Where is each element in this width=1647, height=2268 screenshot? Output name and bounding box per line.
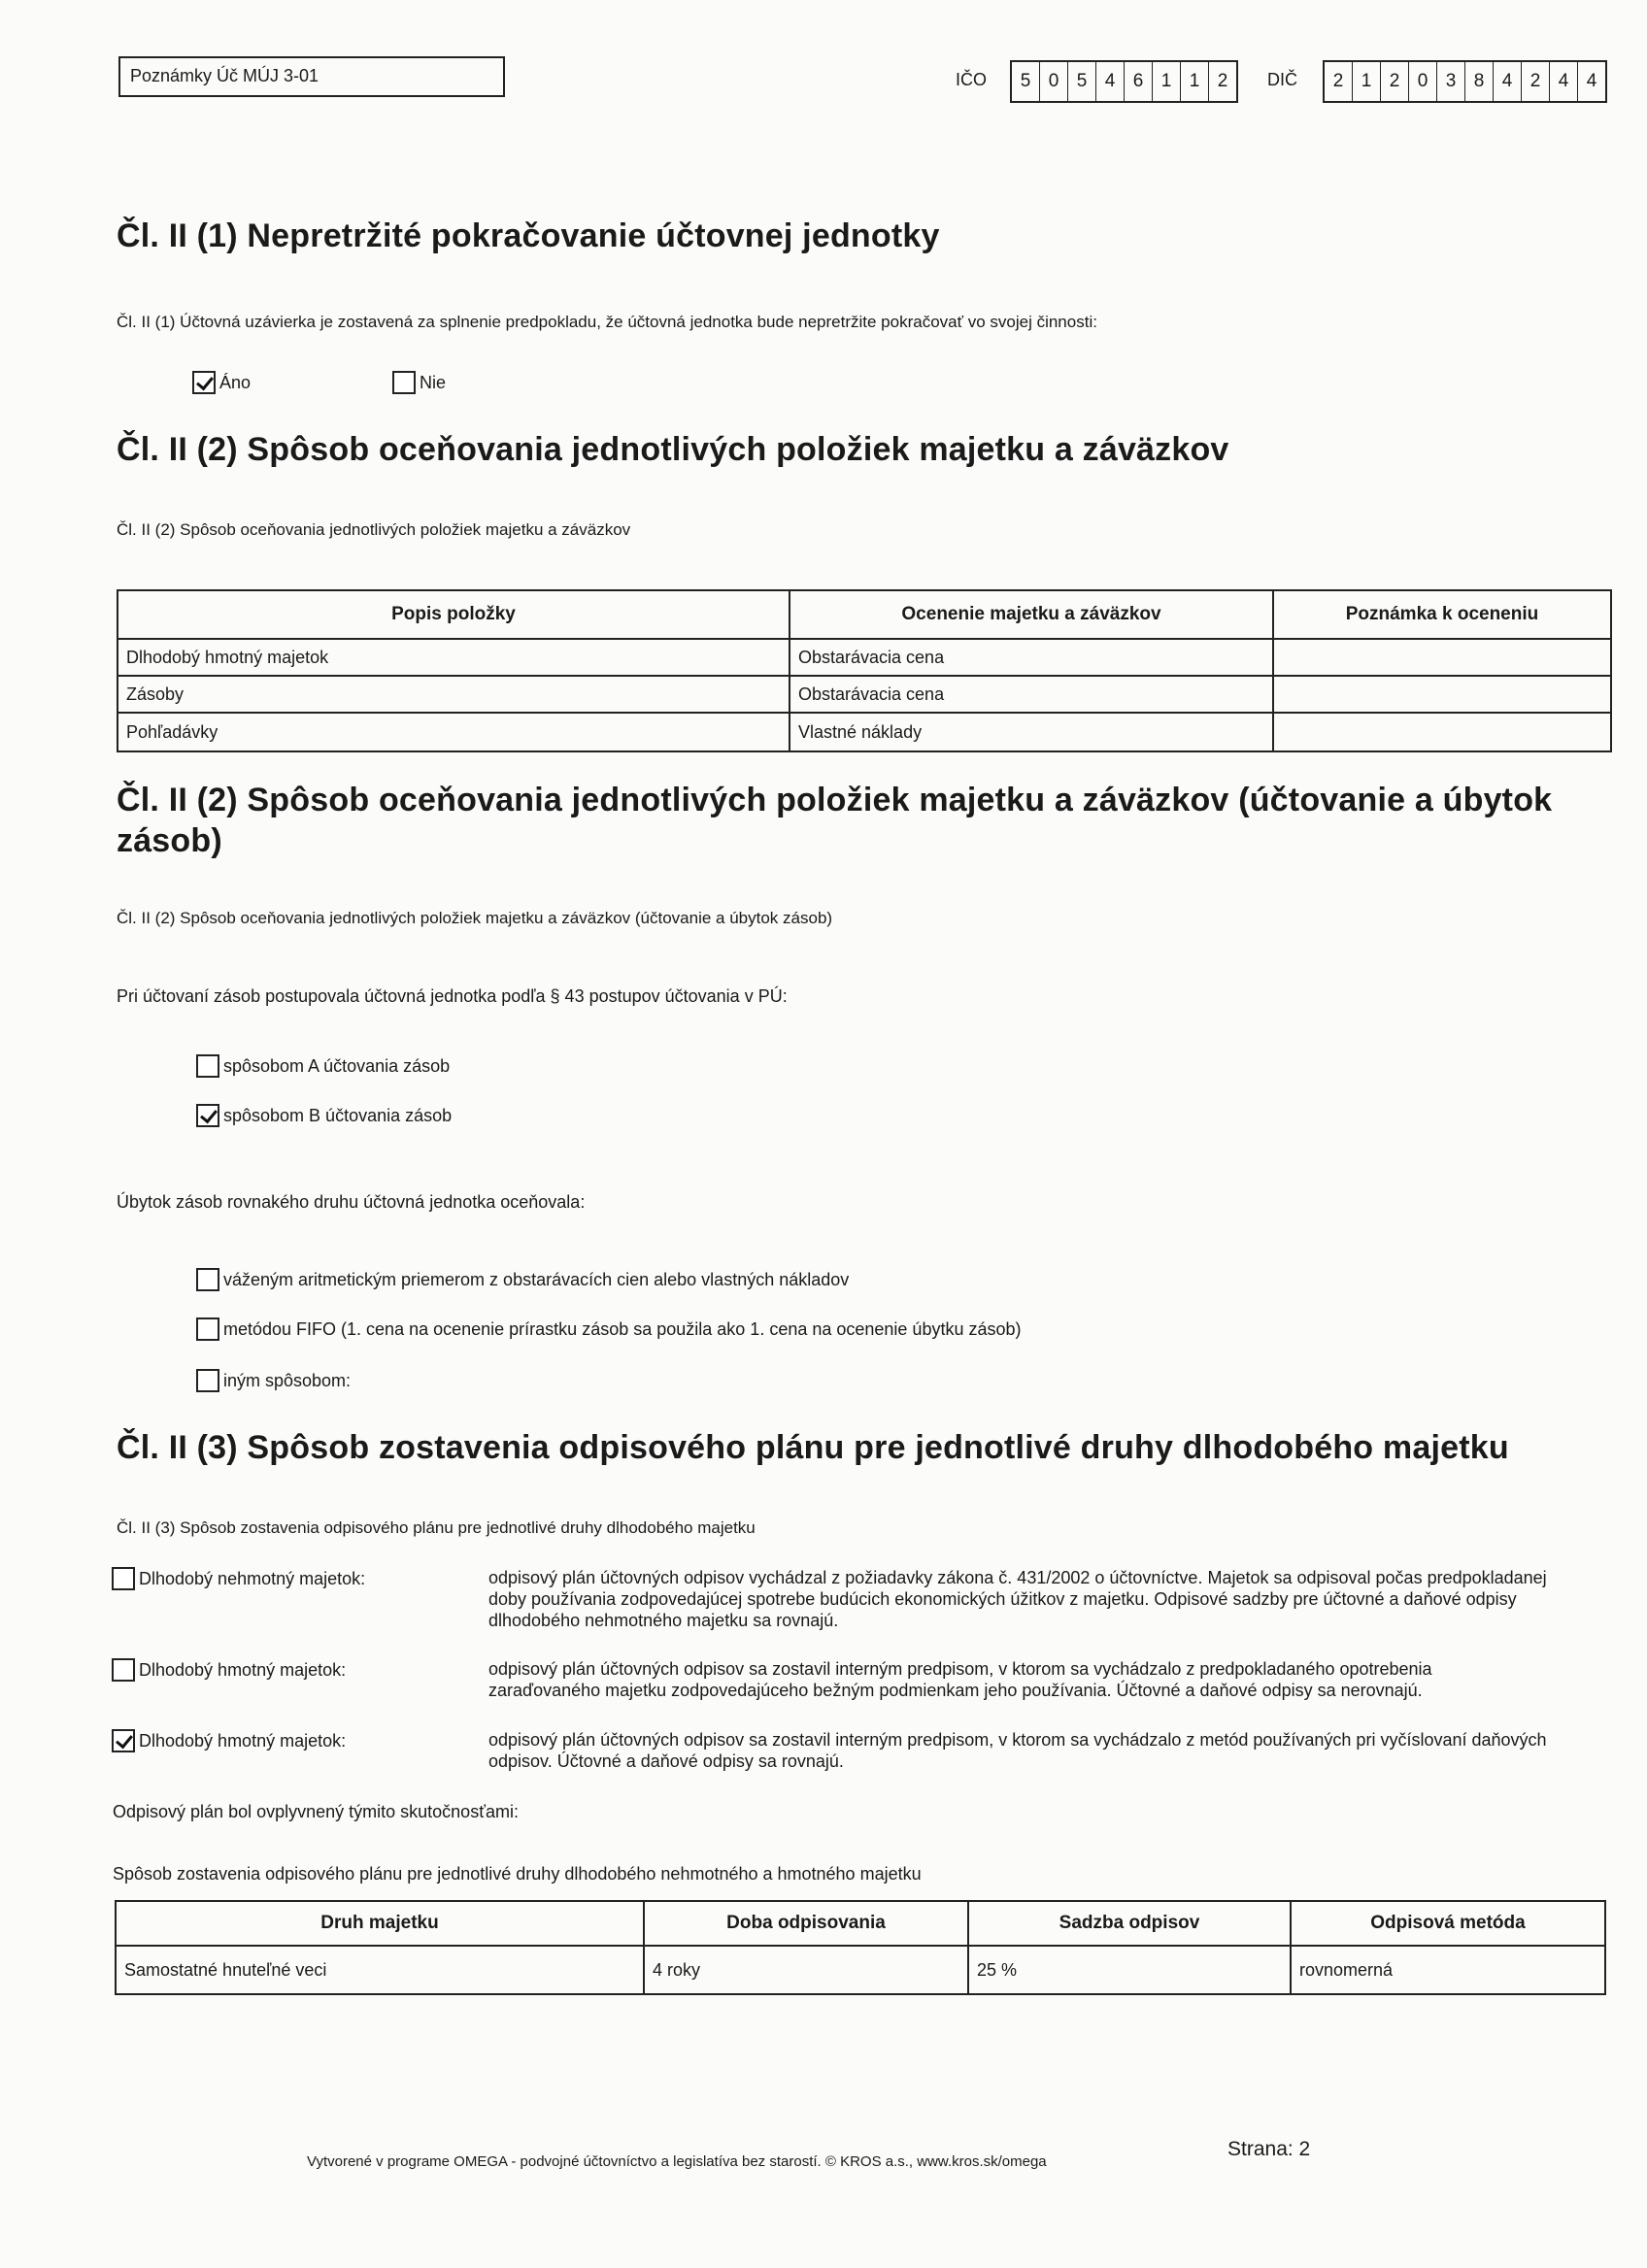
checkbox-method-b[interactable] <box>196 1104 219 1127</box>
checkbox-yes[interactable] <box>192 371 216 394</box>
option-method-a[interactable] <box>196 1054 450 1078</box>
checkbox-weighted-average[interactable] <box>196 1268 219 1291</box>
option-no[interactable] <box>392 371 446 394</box>
section2-title: Čl. II (2) Spôsob oceňovania jednotlivých položiek majetku a záväzkov <box>117 431 1229 468</box>
section2-text: Čl. II (2) Spôsob oceňovania jednotlivých položiek majetku a záväzkov <box>117 520 631 539</box>
dic-digit: 3 <box>1437 62 1465 101</box>
col-header: Sadzba odpisov <box>968 1901 1291 1946</box>
table-cell: Samostatné hnuteľné veci <box>116 1946 644 1994</box>
ico-digit: 0 <box>1040 62 1068 101</box>
plan-influenced-text: Odpisový plán bol ovplyvnený týmito skutočnosťami: <box>113 1802 519 1821</box>
table-cell: Dlhodobý hmotný majetok <box>118 639 790 676</box>
checkbox-method-a[interactable] <box>196 1054 219 1078</box>
table-cell: rovnomerná <box>1291 1946 1605 1994</box>
checkbox-no[interactable] <box>392 371 416 394</box>
ico-digit: 4 <box>1096 62 1125 101</box>
ico-digit: 5 <box>1012 62 1040 101</box>
checkbox-other[interactable] <box>196 1369 219 1392</box>
table-cell: Zásoby <box>118 676 790 713</box>
col-header: Druh majetku <box>116 1901 644 1946</box>
col-header: Popis položky <box>118 590 790 639</box>
option-fifo[interactable] <box>196 1317 1022 1341</box>
checkbox-plan-intangible[interactable] <box>112 1567 135 1590</box>
plan-option[interactable] <box>112 1567 365 1590</box>
plan-description: odpisový plán účtovných odpisov vychádzal z požiadavky zákona č. 431/2002 o účtovníctve. Majetok sa odpisoval počas predpokladanej doby používania zodpovedajúcej spotrebe budúcich ekonomických úžitkov z majetku. Odpisové sadzby pre účtovné a daňové odpisy dlhodobého nehmotného majetku sa rovnajú. <box>488 1568 1547 1630</box>
option-other-label: iným spôsobom: <box>223 1370 352 1390</box>
option-other[interactable] <box>196 1369 351 1392</box>
ico-digit: 6 <box>1125 62 1153 101</box>
table-row <box>118 639 1611 676</box>
inventory-decrease-question: Úbytok zásob rovnakého druhu účtovná jednotka oceňovala: <box>117 1192 586 1212</box>
table-cell <box>1273 713 1611 751</box>
plan-option[interactable] <box>112 1729 346 1752</box>
table-cell <box>1273 676 1611 713</box>
dic-digit: 4 <box>1494 62 1522 101</box>
option-no-label: Nie <box>420 372 447 392</box>
section1-text: Čl. II (1) Účtovná uzávierka je zostavená za splnenie predpokladu, že účtovná jednotka bude nepretržite pokračovať vo svojej činnosti: <box>117 313 1097 331</box>
plan-label: Dlhodobý hmotný majetok: <box>139 1730 347 1751</box>
col-header: Ocenenie majetku a záväzkov <box>790 590 1273 639</box>
ico-digit: 1 <box>1181 62 1209 101</box>
option-method-b-label: spôsobom B účtovania zásob <box>223 1105 453 1125</box>
depreciation-table-header <box>116 1901 1605 1946</box>
plan-description: odpisový plán účtovných odpisov sa zostavil interným predpisom, v ktorom sa vychádzalo z predpokladaného opotrebenia zaraďovaného majetku zodpovedajúceho bežným podmienkam jeho používania. Účtovné a daňové odpisy sa nerovnajú. <box>488 1659 1432 1700</box>
option-method-b[interactable] <box>196 1104 452 1127</box>
dic-digit: 1 <box>1353 62 1381 101</box>
plan-label: Dlhodobý hmotný majetok: <box>139 1659 347 1680</box>
document-label: Poznámky Úč MÚJ 3-01 <box>118 56 505 97</box>
section4-title: Čl. II (3) Spôsob zostavenia odpisového plánu pre jednotlivé druhy dlhodobého majetku <box>117 1429 1509 1466</box>
table-cell: 4 roky <box>644 1946 968 1994</box>
col-header: Poznámka k oceneniu <box>1273 590 1611 639</box>
option-weighted-average-label: váženým aritmetickým priemerom z obstarávacích cien alebo vlastných nákladov <box>223 1269 850 1289</box>
col-header: Doba odpisovania <box>644 1901 968 1946</box>
footer-credits: Vytvorené v programe OMEGA - podvojné účtovníctvo a legislatíva bez starostí. © KROS a.s., www.kros.sk/omega <box>307 2153 1047 2170</box>
dic-label: DIČ <box>1267 70 1297 89</box>
section1-title: Čl. II (1) Nepretržité pokračovanie účtovnej jednotky <box>117 217 940 254</box>
ico-digit: 1 <box>1153 62 1181 101</box>
ico-digits <box>1010 60 1238 103</box>
depreciation-table <box>115 1900 1606 1995</box>
ico-digit: 2 <box>1217 71 1228 91</box>
option-yes-label: Áno <box>219 372 252 392</box>
table-cell: Obstarávacia cena <box>790 639 1273 676</box>
plan-description: odpisový plán účtovných odpisov sa zostavil interným predpisom, v ktorom sa vychádzalo z metód používaných pri vyčíslovaní daňových odpisov. Účtovné a daňové odpisy sa rovnajú. <box>488 1730 1547 1771</box>
option-yes[interactable] <box>192 371 251 394</box>
page-number: Strana: 2 <box>1227 2138 1311 2160</box>
dic-digits <box>1323 60 1607 103</box>
option-weighted-average[interactable] <box>196 1268 849 1291</box>
dic-digit: 4 <box>1586 71 1597 91</box>
option-method-a-label: spôsobom A účtovania zásob <box>223 1055 451 1076</box>
table-cell: Obstarávacia cena <box>790 676 1273 713</box>
checkbox-fifo[interactable] <box>196 1317 219 1341</box>
dic-digit: 8 <box>1465 62 1494 101</box>
valuation-table <box>117 589 1612 752</box>
ico-label: IČO <box>956 70 988 89</box>
plan-option[interactable] <box>112 1658 346 1682</box>
dic-digit: 2 <box>1522 62 1550 101</box>
checkbox-plan-tangible-2[interactable] <box>112 1729 135 1752</box>
table-cell: 25 % <box>968 1946 1291 1994</box>
ico-digit: 5 <box>1068 62 1096 101</box>
table-row <box>118 676 1611 713</box>
dic-digit: 2 <box>1381 62 1409 101</box>
table-cell <box>1273 639 1611 676</box>
valuation-table-header <box>118 590 1611 639</box>
section3-title-line2: zásob) <box>117 822 222 859</box>
table-row <box>116 1946 1605 1994</box>
option-fifo-label: metódou FIFO (1. cena na ocenenie prírastku zásob sa použila ako 1. cena na ocenenie úbytku zásob) <box>223 1318 1022 1339</box>
col-header: Odpisová metóda <box>1291 1901 1605 1946</box>
depreciation-table-caption: Spôsob zostavenia odpisového plánu pre jednotlivé druhy dlhodobého nehmotného a hmotného majetku <box>113 1864 922 1884</box>
dic-digit: 2 <box>1325 62 1353 101</box>
dic-digit: 4 <box>1550 62 1578 101</box>
inventory-method-question: Pri účtovaní zásob postupovala účtovná jednotka podľa § 43 postupov účtovania v PÚ: <box>117 986 788 1006</box>
section3-title <box>117 780 1552 861</box>
section3-text: Čl. II (2) Spôsob oceňovania jednotlivých položiek majetku a záväzkov (účtovanie a úbytok zásob) <box>117 909 833 927</box>
plan-label: Dlhodobý nehmotný majetok: <box>139 1568 366 1588</box>
checkbox-plan-tangible-1[interactable] <box>112 1658 135 1682</box>
table-row <box>118 713 1611 751</box>
dic-digit: 0 <box>1409 62 1437 101</box>
section4-text: Čl. II (3) Spôsob zostavenia odpisového plánu pre jednotlivé druhy dlhodobého majetku <box>117 1518 756 1537</box>
table-cell: Pohľadávky <box>118 713 790 751</box>
section3-title-line1: Čl. II (2) Spôsob oceňovania jednotlivých položiek majetku a záväzkov (účtovanie a úbytok <box>117 782 1553 818</box>
table-cell: Vlastné náklady <box>790 713 1273 751</box>
